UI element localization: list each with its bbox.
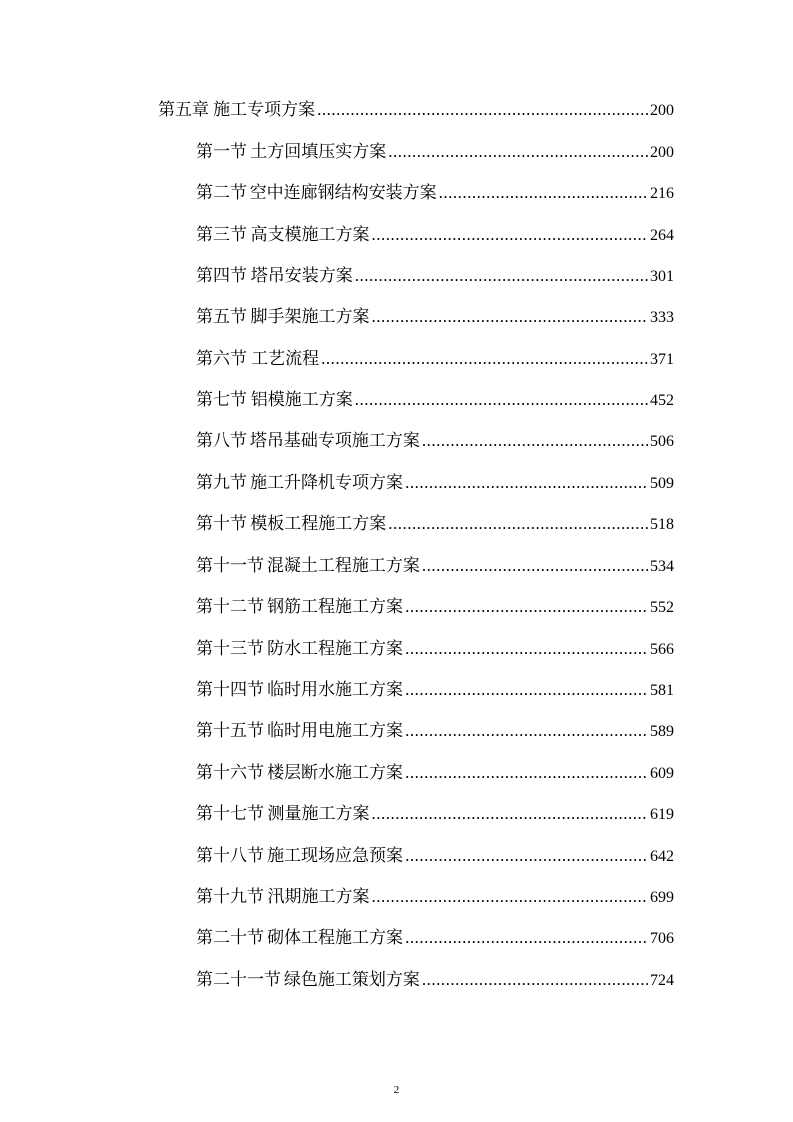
toc-section-title: 工艺流程 — [251, 349, 320, 369]
toc-section-page: 642 — [650, 848, 674, 865]
toc-section-label: 第十三节 — [196, 639, 264, 659]
toc-section-label: 第九节 — [196, 473, 247, 493]
toc-section-label: 第五节 — [196, 307, 247, 327]
toc-section-entry[interactable] — [196, 551, 674, 581]
toc-section-label: 第十二节 — [196, 597, 264, 617]
toc-chapter-title: 施工专项方案 — [213, 100, 316, 120]
toc-leader-dots — [317, 95, 648, 125]
toc-section-entry[interactable] — [196, 468, 674, 498]
toc-section-title: 塔吊安装方案 — [250, 266, 353, 286]
toc-section-entry[interactable] — [196, 675, 674, 705]
toc-section-title: 防水工程施工方案 — [267, 639, 404, 659]
toc-section-label: 第十八节 — [196, 846, 264, 866]
toc-section-entry[interactable] — [196, 426, 674, 456]
toc-section-title: 施工升降机专项方案 — [250, 473, 404, 493]
toc-section-title: 楼层断水施工方案 — [267, 763, 404, 783]
toc-leader-dots — [405, 716, 648, 746]
toc-section-label: 第二十节 — [196, 928, 264, 948]
toc-section-page: 534 — [650, 558, 674, 575]
toc-leader-dots — [405, 758, 648, 788]
toc-section-label: 第八节 — [196, 431, 247, 451]
toc-section-title: 塔吊基础专项施工方案 — [249, 431, 420, 451]
toc-section-label: 第四节 — [196, 266, 247, 286]
toc-leader-dots — [405, 634, 648, 664]
toc-section-title: 测量施工方案 — [267, 804, 370, 824]
toc-leader-dots — [355, 261, 648, 291]
toc-section-title: 模板工程施工方案 — [250, 514, 387, 534]
toc-leader-dots — [372, 220, 649, 250]
toc-section-page: 506 — [650, 433, 674, 450]
toc-section-label: 第十九节 — [196, 887, 264, 907]
toc-section-entry[interactable] — [196, 841, 674, 871]
toc-section-entry[interactable] — [196, 882, 674, 912]
toc-leader-dots — [405, 841, 648, 871]
toc-chapter-page: 200 — [650, 102, 674, 119]
toc-chapter-entry[interactable] — [158, 95, 674, 125]
toc-section-entry[interactable] — [196, 509, 674, 539]
toc-section-page: 566 — [650, 641, 674, 658]
toc-section-page: 706 — [650, 930, 674, 947]
toc-section-label: 第十六节 — [196, 763, 264, 783]
toc-section-entry[interactable] — [196, 302, 674, 332]
toc-section-label: 第二十一节 — [196, 970, 281, 990]
toc-section-entry[interactable] — [196, 758, 674, 788]
toc-section-title: 脚手架施工方案 — [250, 307, 370, 327]
toc-section-title: 砌体工程施工方案 — [267, 928, 404, 948]
toc-section-label: 第一节 — [196, 142, 247, 162]
toc-leader-dots — [388, 509, 648, 539]
toc-section-entry[interactable] — [196, 137, 674, 167]
toc-section-label: 第六节 — [196, 349, 247, 369]
toc-section-page: 724 — [650, 972, 674, 989]
toc-section-title: 汛期施工方案 — [267, 887, 370, 907]
toc-section-page: 333 — [650, 309, 674, 326]
toc-section-page: 518 — [650, 516, 674, 533]
toc-leader-dots — [405, 675, 648, 705]
toc-section-title: 混凝土工程施工方案 — [266, 556, 420, 576]
toc-leader-dots — [355, 385, 648, 415]
toc-leader-dots — [372, 799, 649, 829]
toc-section-title: 土方回填压实方案 — [250, 142, 387, 162]
toc-section-page: 264 — [650, 227, 674, 244]
toc-leader-dots — [372, 302, 649, 332]
page-number: 2 — [393, 1084, 400, 1096]
toc-section-entry[interactable] — [196, 965, 674, 995]
toc-section-entry[interactable] — [196, 592, 674, 622]
toc-section-entry[interactable] — [196, 385, 674, 415]
toc-section-page: 509 — [650, 475, 674, 492]
toc-section-page: 200 — [650, 144, 674, 161]
toc-section-page: 619 — [650, 806, 674, 823]
toc-section-page: 371 — [650, 351, 674, 368]
toc-leader-dots — [321, 344, 648, 374]
toc-section-entry[interactable] — [196, 261, 674, 291]
toc-leader-dots — [372, 882, 649, 912]
toc-section-page: 699 — [650, 889, 674, 906]
toc-section-page: 552 — [650, 599, 674, 616]
toc-leader-dots — [439, 178, 648, 208]
toc-section-title: 高支模施工方案 — [250, 225, 370, 245]
toc-section-label: 第十节 — [196, 514, 247, 534]
toc-section-page: 216 — [650, 185, 674, 202]
toc-section-page: 301 — [650, 268, 674, 285]
toc-chapter-label: 第五章 — [158, 100, 209, 120]
toc-leader-dots — [405, 468, 648, 498]
toc-section-entry[interactable] — [196, 799, 674, 829]
toc-leader-dots — [405, 592, 648, 622]
toc-section-title: 铝模施工方案 — [250, 390, 353, 410]
toc-section-title: 钢筋工程施工方案 — [267, 597, 404, 617]
toc-section-page: 609 — [650, 765, 674, 782]
toc-section-label: 第七节 — [196, 390, 247, 410]
toc-section-label: 第十七节 — [196, 804, 264, 824]
toc-section-label: 第十五节 — [196, 721, 264, 741]
toc-section-label: 第十四节 — [196, 680, 264, 700]
toc-section-label: 第十一节 — [196, 556, 264, 576]
toc-section-page: 452 — [650, 392, 674, 409]
toc-section-entry[interactable] — [196, 716, 674, 746]
toc-section-entry[interactable] — [196, 178, 674, 208]
toc-leader-dots — [422, 551, 648, 581]
toc-section-label: 第三节 — [196, 225, 247, 245]
toc-section-title: 临时用水施工方案 — [267, 680, 404, 700]
toc-section-title: 绿色施工策划方案 — [283, 970, 420, 990]
toc-section-title: 临时用电施工方案 — [267, 721, 404, 741]
toc-section-title: 空中连廊钢结构安装方案 — [249, 183, 437, 203]
toc-section-entry[interactable] — [196, 344, 674, 374]
toc-section-entry[interactable] — [196, 634, 674, 664]
toc-section-label: 第二节 — [196, 183, 247, 203]
toc-leader-dots — [422, 965, 648, 995]
toc-leader-dots — [405, 923, 648, 953]
toc-section-entry[interactable] — [196, 220, 674, 250]
toc-section-page: 581 — [650, 682, 674, 699]
toc-section-entry[interactable] — [196, 923, 674, 953]
toc-leader-dots — [388, 137, 648, 167]
toc-section-title: 施工现场应急预案 — [267, 846, 404, 866]
toc-leader-dots — [422, 426, 648, 456]
toc-section-page: 589 — [650, 723, 674, 740]
